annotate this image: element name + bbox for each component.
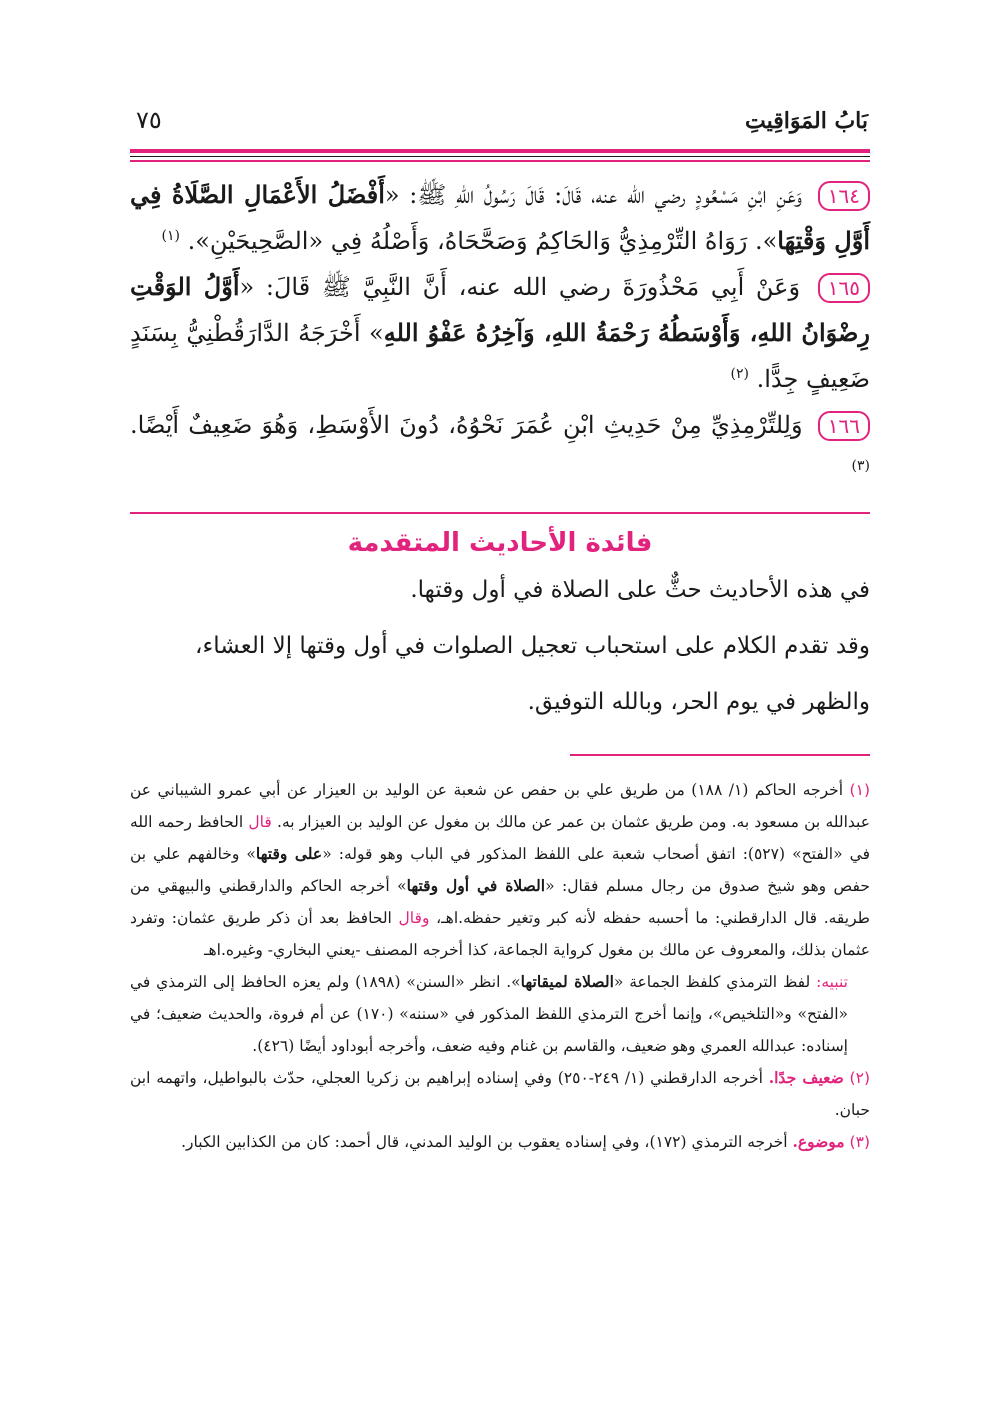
footnote-label: (٣)	[849, 1133, 870, 1151]
hadith-text-end: » أَخْرَجَهُ الدَّارَقُطْنِيُّ بِسَنَدٍ ضَعِيفٍ جِدًّا.	[130, 319, 870, 393]
footnote-grade: ضعيف جدًا.	[768, 1068, 844, 1087]
benefit-line: والظهر في يوم الحر، وبالله التوفيق.	[527, 689, 870, 715]
footnote-text: أخرجه الترمذي (١٧٢)، وفي إسناده يعقوب بن الوليد المدني، قال أحمد: كان من الكذابين الكبار.	[181, 1133, 788, 1151]
header-rule-pink-2	[130, 160, 870, 162]
footnote-bold: على وقتها	[255, 844, 323, 863]
footnote-label: (١)	[849, 781, 870, 799]
benefit-text	[130, 562, 870, 730]
hadith-166	[130, 402, 870, 494]
page-number: ٧٥	[136, 106, 162, 134]
footnote-text: الحافظ بعد أن ذكر طريق عثمان: وتفرد عثمان بذلك، والمعروف عن مالك بن مغول كرواية الجماعة، كذا أخرجه المصنف -يعني البخاري- وغيره.اهـ	[130, 909, 870, 959]
benefit-line: في هذه الأحاديث حثٌّ على الصلاة في أول وقتها.	[410, 577, 870, 603]
hadith-matn: أَوَّلُ الوَقْتِ رِضْوَانُ اللهِ، وَأَوْسَطُهُ رَحْمَةُ اللهِ، وَآخِرُهُ عَفْوُ اللهِ	[130, 272, 871, 347]
footnote-divider	[570, 754, 870, 756]
footnote-grade: موضوع.	[792, 1132, 845, 1151]
hadith-text-end: ». رَوَاهُ التِّرْمِذِيُّ وَالحَاكِمُ وَصَحَّحَاهُ، وَأَصْلُهُ فِي «الصَّحِيحَيْنِ».	[187, 227, 778, 255]
footnote-qal: قال	[248, 813, 272, 831]
footnote-bold: الصلاة في أول وقتها	[406, 876, 546, 895]
footnote-qal: وقال	[398, 909, 430, 927]
hadith-165	[130, 264, 870, 402]
header-rule-pink	[130, 149, 870, 153]
hadith-text: وَلِلتِّرْمِذِيِّ مِنْ حَدِيثِ ابْنِ عُمَرَ نَحْوُهُ، دُونَ الأَوْسَطِ، وَهُوَ ضَعِيفٌ أَيْضًا.	[130, 411, 803, 439]
section-divider	[130, 512, 870, 514]
footnote-ref[interactable]: (٣)	[851, 458, 870, 474]
header-rules	[130, 149, 870, 162]
hadith-164	[130, 172, 870, 264]
chapter-title: بَابُ المَوَاقِيتِ	[745, 108, 868, 134]
footnote-text: » أخرجه الحاكم والدارقطني والبيهقي من طريقه. قال الدارقطني: ما أحسبه حفظه لأنه كبر وتغير حفظه.اهـ،	[130, 877, 870, 927]
header-rule-thin	[130, 156, 870, 157]
footnote-ref[interactable]: (١)	[161, 228, 180, 244]
footnote-text: الحافظ رحمه الله في «الفتح» (٥٢٧): اتفق أصحاب شعبة على اللفظ المذكور في الباب وهو قوله: «	[130, 813, 870, 863]
footnote-1	[130, 774, 870, 966]
hadith-number: ١٦٤	[818, 181, 870, 211]
footnote-3	[130, 1126, 870, 1158]
book-page	[130, 100, 870, 1158]
footnote-text: ». انظر «السنن» (١٨٩٨) ولم يعزه الحافظ إلى الترمذي في «الفتح» و«التلخيص»، وإنما أخرج الترمذي اللفظ المذكور في «سننه» (١٧٠) عن أم فروة، والحديث ضعيف؛ في إسناده: عبدالله العمري وهو ضعيف، والقاسم بن غنام وفيه ضعف، وأخرجه أبوداود أيضًا (٤٢٦).	[130, 973, 848, 1055]
footnote-bold: الصلاة لميقاتها	[520, 972, 614, 991]
hadith-number: ١٦٦	[818, 411, 870, 441]
footnote-2	[130, 1062, 870, 1126]
footnote-text: أخرجه الدارقطني (١/ ٢٤٩-٢٥٠) وفي إسناده إبراهيم بن زكريا العجلي، حدّث بالبواطيل، واتهمه ابن حبان.	[130, 1069, 870, 1119]
footnote-note	[130, 966, 870, 1062]
hadith-text: وَعَنِ ابْنِ مَسْعُودٍ رضي الله عنه، قَالَ: قَالَ رَسُولُ اللهِ ﷺ: «	[384, 181, 803, 209]
footnote-text: لفظ الترمذي كلفظ الجماعة «	[613, 973, 811, 991]
footnote-text: أخرجه الحاكم (١/ ١٨٨) من طريق علي بن حفص عن شعبة عن الوليد بن العيزار عن أبي عمرو الشيباني عن عبدالله بن مسعود به. ومن طريق عثمان بن عمر عن مالك بن مغول عن الوليد بن العيزار به.	[130, 781, 870, 831]
benefit-line: وقد تقدم الكلام على استحباب تعجيل الصلوات في أول وقتها إلا العشاء،	[195, 633, 870, 659]
hadith-number: ١٦٥	[818, 273, 870, 303]
footnote-text: » وخالفهم علي بن حفص وهو شيخ صدوق من رجال مسلم فقال: «	[130, 845, 870, 895]
footnote-label: (٢)	[849, 1069, 870, 1087]
hadith-matn: أَفْضَلُ الأَعْمَالِ الصَّلَاةُ فِي أَوَّلِ وَقْتِهَا	[130, 180, 870, 255]
benefit-title: فائدة الأحاديث المتقدمة	[347, 528, 653, 558]
hadith-text: وَعَنْ أَبِي مَحْذُورَةَ رضي الله عنه، أَنَّ النَّبِيَّ ﷺ قَالَ: «	[239, 273, 801, 301]
footnote-ref[interactable]: (٢)	[730, 366, 749, 382]
page-header	[130, 100, 870, 146]
footnotes	[130, 774, 870, 1158]
note-label: تنبيه:	[816, 973, 848, 991]
